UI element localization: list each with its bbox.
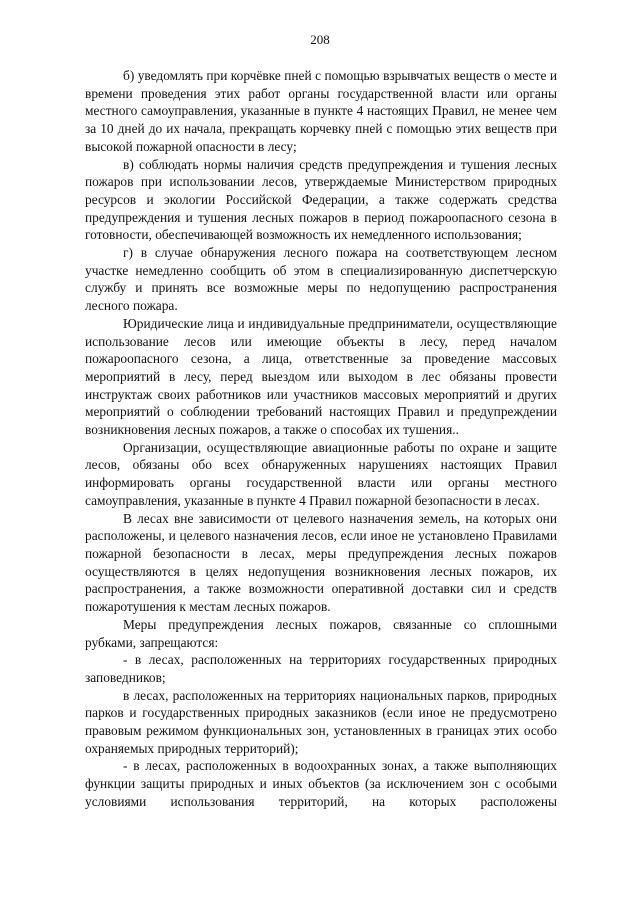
document-body — [85, 67, 557, 811]
paragraph-legal-entities-instruction: Юридические лица и индивидуальные предприниматели, осуществляющие использование лесов или имеющие объекты в лесу, перед началом пожароопасного сезона, а лица, ответственные за проведение массовых мероприятий в лесу, перед выездом или выходом в лес обязаны провести инструктаж своих работников или участников массовых мероприятий и других мероприятий о соблюдении требований настоящих Правил и предупреждении возникновения лесных пожаров, а также о способах их тушения.. — [85, 315, 557, 438]
paragraph-v-firefighting-means: в) соблюдать нормы наличия средств предупреждения и тушения лесных пожаров при использовании лесов, утверждаемые Министерством природных ресурсов и экологии Российской Федерации, а также содержать средства предупреждения и тушения лесных пожаров в период пожароопасного сезона в готовности, обеспечивающей возможность их немедленного использования; — [85, 156, 557, 243]
paragraph-g-fire-detection: г) в случае обнаружения лесного пожара на соответствующем лесном участке немедленно сообщить об этом в специализированную диспетчерскую службу и принять все возможные меры по недопущению распространения лесного пожара. — [85, 245, 557, 314]
paragraph-water-protection-zones: - в лесах, расположенных в водоохранных зонах, а также выполняющих функции защиты природных и иных объектов (за исключением зон с особыми условиями использования территорий, на которых расположены — [85, 758, 557, 809]
paragraph-national-parks: в лесах, расположенных на территориях национальных парков, природных парков и государственных природных заказников (если иное не предусмотрено правовым режимом функциональных зон, установленных в границах этих особо охраняемых природных территорий); — [85, 687, 557, 756]
paragraph-fire-prevention-measures: В лесах вне зависимости от целевого назначения земель, на которых они расположены, и целевого назначения лесов, если иное не установлено Правилами пожарной безопасности в лесах, меры предупреждения лесных пожаров осуществляются в целях недопущения возникновения лесных пожаров, их распространения, а также возможности оперативной доставки сил и средств пожаротушения к местам лесных пожаров. — [85, 510, 557, 615]
paragraph-reserves: - в лесах, расположенных на территориях государственных природных заповедников; — [85, 652, 557, 685]
paragraph-b-explosives-notice: б) уведомлять при корчёвке пней с помощью взрывчатых веществ о месте и времени проведения этих работ органы государственной власти или органы местного самоуправления, указанные в пункте 4 настоящих Правил, не менее чем за 10 дней до их начала, прекращать корчевку пней с помощью этих веществ при высокой пожарной опасности в лесу; — [85, 68, 557, 154]
page-number: 208 — [310, 32, 330, 47]
paragraph-aviation-organizations: Организации, осуществляющие авиационные работы по охране и защите лесов, обязаны обо всех обнаруженных нарушениях настоящих Правил информировать органы государственной власти или органы местного самоуправления, указанные в пункте 4 Правил пожарной безопасности в лесах. — [85, 439, 557, 508]
paragraph-clear-cutting-prohibited: Меры предупреждения лесных пожаров, связанные со сплошными рубками, запрещаются: — [85, 616, 557, 650]
